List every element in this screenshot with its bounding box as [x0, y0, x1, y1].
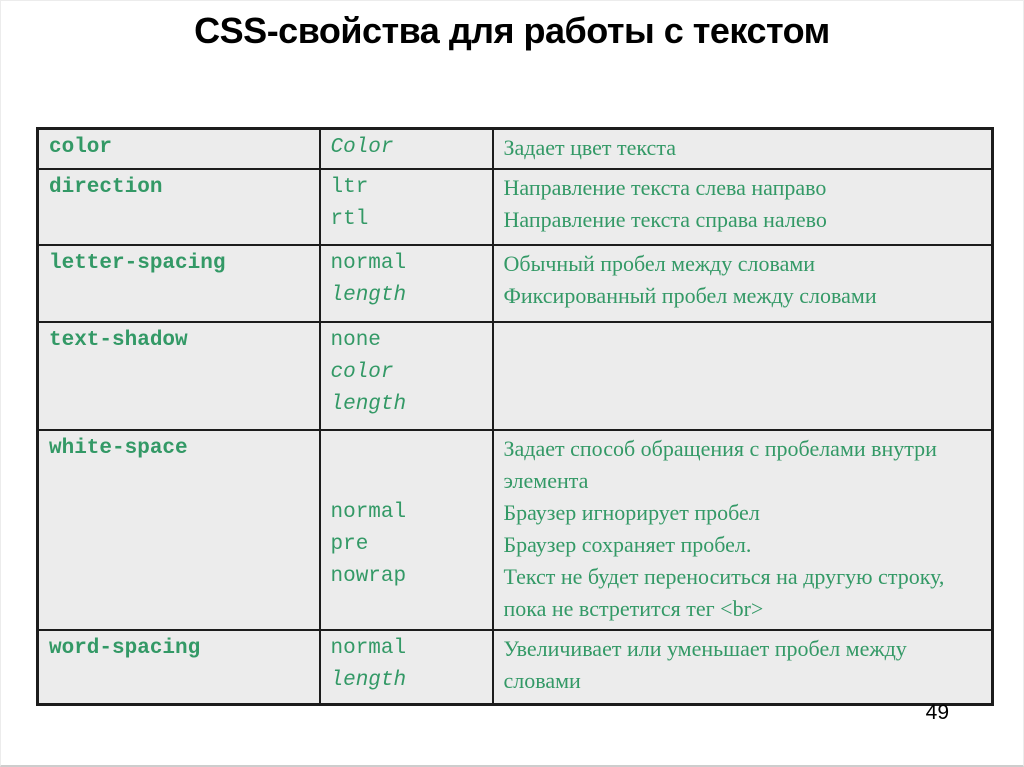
- slide-title: CSS-свойства для работы с текстом: [194, 10, 830, 51]
- property-description-cell: [493, 245, 993, 322]
- property-name-cell: [38, 430, 320, 630]
- property-values-cell: [320, 169, 493, 245]
- property-description-line: Браузер сохраняет пробел.: [503, 532, 752, 557]
- property-values-cell: [320, 245, 493, 322]
- property-value: pre: [330, 533, 369, 556]
- css-properties-table: [36, 127, 994, 706]
- property-name-cell: [38, 630, 320, 705]
- property-description-cell: [493, 430, 993, 630]
- property-description-line: Обычный пробел между словами: [503, 251, 816, 276]
- table-row: [38, 630, 993, 705]
- property-name: direction: [49, 176, 163, 199]
- table-row: [38, 245, 993, 322]
- property-description-line: Направление текста справа налево: [503, 207, 827, 232]
- property-name: word-spacing: [49, 637, 201, 660]
- property-value: ltr: [330, 176, 369, 199]
- property-name-cell: [38, 169, 320, 245]
- css-properties-table-body: [38, 129, 993, 705]
- property-description-cell: [493, 129, 993, 170]
- property-description-line: Текст не будет переноситься на другую строку, пока не встретится тег <br>: [503, 564, 945, 621]
- table-row: [38, 322, 993, 430]
- page-number: 49: [925, 701, 949, 724]
- property-description-line: Задает способ обращения с пробелами внутри элемента: [503, 436, 937, 493]
- property-value: length: [330, 284, 407, 307]
- property-value: nowrap: [330, 565, 407, 588]
- property-value: none: [330, 329, 381, 352]
- property-name: letter-spacing: [49, 252, 226, 275]
- property-description-line: Направление текста слева направо: [503, 175, 827, 200]
- property-value: length: [330, 669, 407, 692]
- table-row: [38, 169, 993, 245]
- property-description-cell: [493, 630, 993, 705]
- property-value: rtl: [330, 208, 369, 231]
- property-value: normal: [330, 252, 407, 275]
- property-description-line: Фиксированный пробел между словами: [503, 283, 877, 308]
- property-name-cell: [38, 129, 320, 170]
- property-name-cell: [38, 322, 320, 430]
- property-values-cell: [320, 129, 493, 170]
- property-description-cell: [493, 169, 993, 245]
- table-row: [38, 430, 993, 630]
- property-values-cell: [320, 630, 493, 705]
- property-name: text-shadow: [49, 329, 188, 352]
- property-values-cell: [320, 430, 493, 630]
- property-value: length: [330, 393, 407, 416]
- property-name: white-space: [49, 437, 188, 460]
- property-description-line: Задает цвет текста: [503, 135, 676, 160]
- table-row: [38, 129, 993, 170]
- property-value: color: [330, 361, 394, 384]
- property-name-cell: [38, 245, 320, 322]
- property-value: normal: [330, 501, 407, 524]
- property-description-line: Браузер игнорирует пробел: [503, 500, 760, 525]
- property-values-cell: [320, 322, 493, 430]
- property-value: Color: [330, 136, 394, 159]
- property-value: normal: [330, 637, 407, 660]
- property-description-line: Увеличивает или уменьшает пробел между словами: [503, 636, 907, 693]
- property-name: color: [49, 136, 113, 159]
- property-description-cell: [493, 322, 993, 430]
